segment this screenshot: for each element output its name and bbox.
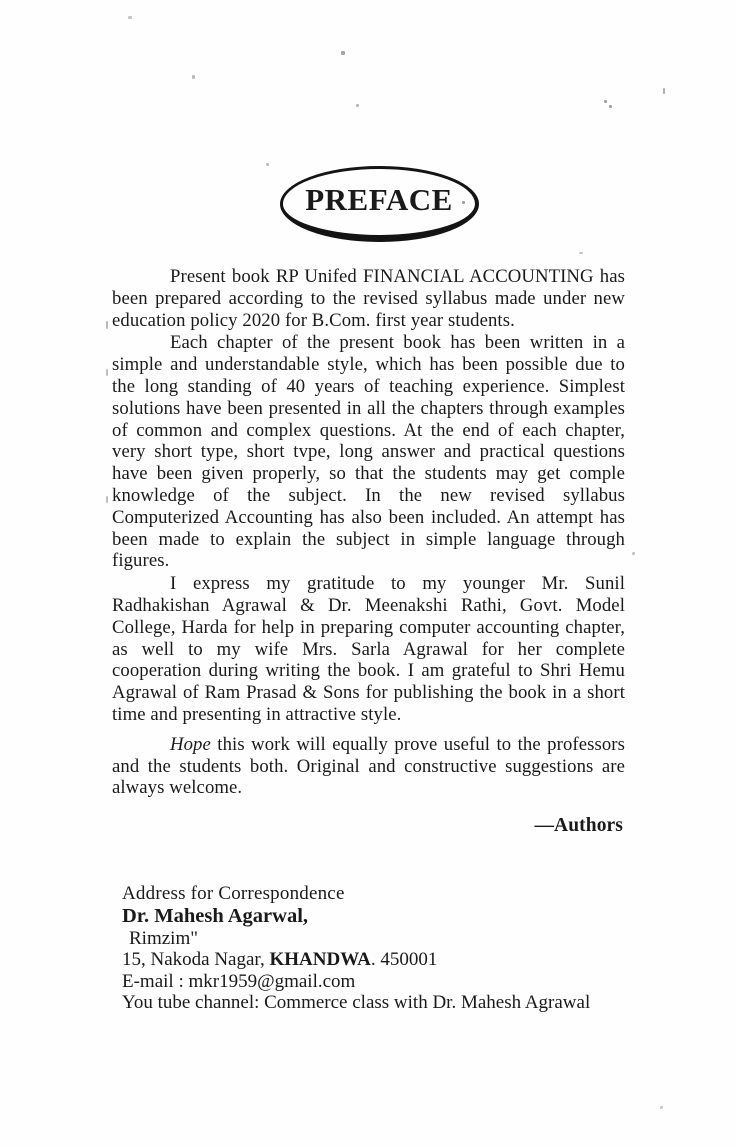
noise-speck — [579, 252, 583, 254]
correspondence-residence: Rimzim" — [129, 927, 198, 949]
correspondence-youtube: You tube channel: Commerce class with Dr. Mahesh Agrawal — [122, 992, 591, 1013]
noise-speck — [128, 16, 132, 19]
email-address: mkr1959@gmail.com — [188, 970, 356, 992]
preface-body — [112, 266, 625, 837]
noise-speck — [663, 88, 665, 94]
street-suffix: . 450001 — [370, 949, 438, 970]
street-city: KHANDWA — [269, 949, 371, 970]
closing-lead-word: Hope — [170, 733, 211, 755]
closing-rest: this work will equally prove useful to the professors and the students both. Original and constructive suggestions are always welcome. — [112, 733, 625, 799]
street-prefix: 15, Nakoda Nagar, — [122, 949, 270, 970]
noise-speck — [632, 552, 635, 555]
paragraph-gratitude: I express my gratitude to my younger Mr. Sunil Radhakishan Agrawal & Dr. Meenakshi Rathi, Govt. Model College, Harda for help in preparing computer accounting chapter, as well to my wife Mrs. Sarla Agrawal for her complete cooperation during writing the book. I am grateful to Shri Hemu Agrawal of Ram Prasad & Sons for publishing the book in a short time and presenting in attractive style. — [112, 573, 625, 725]
noise-speck — [604, 100, 607, 103]
correspondence-heading: Address for Correspondence — [122, 883, 345, 904]
correspondence-block — [122, 883, 590, 1014]
email-label: E-mail : — [122, 970, 189, 992]
noise-speck — [106, 369, 108, 376]
paragraph-intro: Present book RP Unifed FINANCIAL ACCOUNTING has been prepared according to the revised syllabus made under new education policy 2020 for B.Com. first year students. — [112, 266, 625, 331]
page-title: PREFACE — [305, 182, 453, 217]
correspondence-street — [122, 949, 590, 971]
noise-speck — [341, 51, 345, 55]
noise-speck — [609, 105, 612, 108]
noise-speck — [462, 201, 465, 204]
correspondence-name: Dr. Mahesh Agarwal, — [122, 904, 309, 927]
noise-speck — [192, 75, 195, 79]
noise-speck — [660, 1106, 663, 1109]
preface-title-oval — [280, 166, 479, 242]
noise-speck — [266, 163, 269, 166]
paragraph-closing — [112, 734, 625, 799]
noise-speck — [106, 496, 108, 503]
noise-speck — [106, 321, 108, 329]
noise-speck — [356, 104, 359, 107]
authors-signature: —Authors — [534, 815, 623, 837]
correspondence-email — [122, 971, 590, 993]
paragraph-chapters: Each chapter of the present book has been written in a simple and understandable style, which has been possible due to the long standing of 40 years of teaching experience. Simplest solutions have been presented in all the chapters through examples of common and complex questions. At the end of each chapter, very short type, short tvpe, long answer and practical questions have been given properly, so that the students may get comple knowledge of the subject. In the new revised syllabus Computerized Accounting has also been included. An attempt has been made to explain the subject in simple language through figures. — [112, 332, 625, 572]
